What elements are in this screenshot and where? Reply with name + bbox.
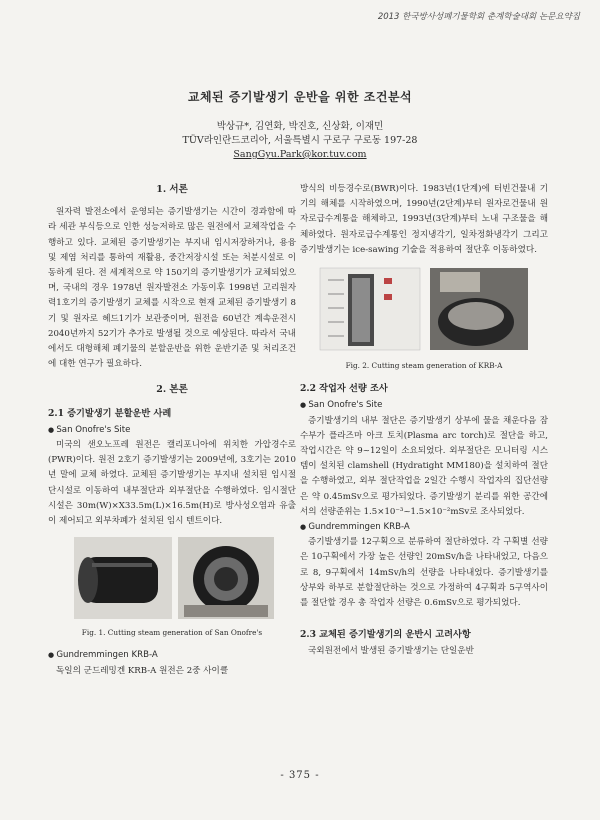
left-column bbox=[48, 182, 296, 679]
san-onofre-paragraph: 미국의 샌오노프레 원전은 캘리포니아에 위치한 가압경수로(PWR)이다. 원전 2호기 증기발생기는 2009년에, 3호기는 2010년 말에 교체 하였다. 교체된 증기발생기는 부지내 설치된 임시절단시설로 이동하여 내부절단과 외부절단을 수행하였다. 임시절단시설은 30m(W)×X33.5m(L)×16.5m(H)로 방사성오염과 유출이 제어되고 외부차폐가 설치된 임시 텐트이다. bbox=[48, 440, 296, 527]
figure-2 bbox=[300, 264, 548, 354]
author-block bbox=[0, 120, 600, 162]
author-email[interactable]: SangGyu.Park@kor.tuv.com bbox=[233, 149, 367, 160]
transport-considerations-paragraph: 국외원전에서 발생된 증기발생기는 단일운반 bbox=[308, 646, 474, 657]
figure-2-caption: Fig. 2. Cutting steam generation of KRB-A bbox=[345, 361, 503, 371]
san-onofre-dose-paragraph: 증기발생기의 내부 절단은 증기발생기 상부에 물을 채운다음 잠수부가 플라즈마 아크 토치(Plasma arc torch)로 절단을 하고, 작업시간은 약 9~12일이 소요되었다. 외부절단은 모니터링 시스템이 설치된 clamshell (Hydratight MM180)을 설치하여 절단을 수행하였고, 외부 절단작업을 2일간 수행시 작업자의 집단선량은 약 0.45mSv으로 평가되었다. 증기발생기 분리를 위한 공간에서의 선량준위는 1.5×10⁻³~1.5×10⁻²mSv로 조사되었다. bbox=[300, 415, 548, 517]
figure-1 bbox=[48, 535, 296, 621]
gundremmingen-paragraph-cont: 방식의 비등경수로(BWR)이다. 1983년(1단계)에 터빈건물내 기기의 해체를 시작하였으며, 1990년(2단계)부터 원자로건물내 원자로급수계통을 해체하고, 1993년(3단계)부터 노내 구조물을 해체하였다. 원자로급수계통인 정지냉각기, 일차정화냉각기 그리고 증기발생기는 ice-sawing 기술을 적용하여 절단후 이동하였다. bbox=[300, 184, 548, 255]
subsection-2-2-title: 2.2 작업자 선량 조사 bbox=[300, 383, 388, 395]
intro-paragraph: 원자력 발전소에서 운영되는 증기발생기는 시간이 경과함에 따라 세관 부식등으로 인한 성능저하로 많은 원전에서 교체작업을 수행하고 있다. 교체된 증기발생기는 부지내 임시저장하거나, 용융 및 제염 처리를 통하여 재활용, 중간저장시설 또는 처분시설로 이동하게 된다. 전 세계적으로 약 150기의 증기발생기가 교체되었으며, 국내의 경우 1978년 원자발전소 가동이후 1998년 고리원자력1호기의 증기발생기 교체를 시작으로 현재 교체된 증기발생기 8기 및 원자로 헤드1기가 보관중이며, 원전을 60년간 계속운전시 2040년까지 52기가 추가로 발생될 것으로 예상된다. 따라서 국내에서도 대형해체 폐기물의 분할운반을 위한 운반기준 및 처리조건에 대한 연구가 필요하다. bbox=[48, 207, 296, 370]
subsection-2-1-title: 2.1 증기발생기 분할운반 사례 bbox=[48, 407, 172, 419]
figure-1-photos bbox=[48, 535, 296, 621]
figure-1-caption: Fig. 1. Cutting steam generation of San Onofre's bbox=[81, 628, 263, 638]
page-number: - 375 - bbox=[280, 770, 320, 781]
bullet-gundremmingen-dose: ● Gundremmingen KRB-A bbox=[300, 520, 548, 535]
bullet-san-onofre-dose: ● San Onofre's Site bbox=[300, 398, 548, 413]
section-main-title: 2. 본론 bbox=[156, 384, 188, 396]
author-names: 박상규*, 김연화, 박진호, 신상화, 이재민 bbox=[216, 121, 384, 132]
right-column bbox=[300, 182, 548, 660]
author-affiliation: TÜV라인란드코리아, 서울특별시 구로구 구로동 197-28 bbox=[182, 135, 418, 146]
bullet-san-onofre: ● San Onofre's Site bbox=[48, 423, 296, 438]
conference-header: 2013 한국방사성폐기물학회 춘계학술대회 논문요약집 bbox=[377, 12, 580, 22]
section-intro-title: 1. 서론 bbox=[156, 184, 188, 195]
bullet-gundremmingen: ● Gundremmingen KRB-A bbox=[48, 648, 296, 663]
figure-2-photos bbox=[300, 264, 548, 354]
gundremmingen-paragraph-start: 독일의 군드레밍겐 KRB-A 원전은 2중 사이클 bbox=[56, 665, 229, 676]
subsection-2-3-title: 2.3 교체된 증기발생기의 운반시 고려사항 bbox=[300, 629, 471, 641]
gundremmingen-dose-paragraph: 증기발생기를 12구획으로 분류하여 절단하였다. 각 구획별 선량은 10구획에서 가장 높은 선량인 20mSv/h을 나타내었고, 다음으로 8, 9구획에서 14mSv/h의 선량을 나타내었다. 증기발생기를 상부와 하부로 분할절단하는 것으로 가정하여 4구획과 5구역사이를 절단할 경우 총 작업자 선량은 0.6mSv으로 평가되었다. bbox=[300, 537, 548, 609]
paper-title: 교체된 증기발생기 운반을 위한 조건분석 bbox=[187, 90, 413, 104]
